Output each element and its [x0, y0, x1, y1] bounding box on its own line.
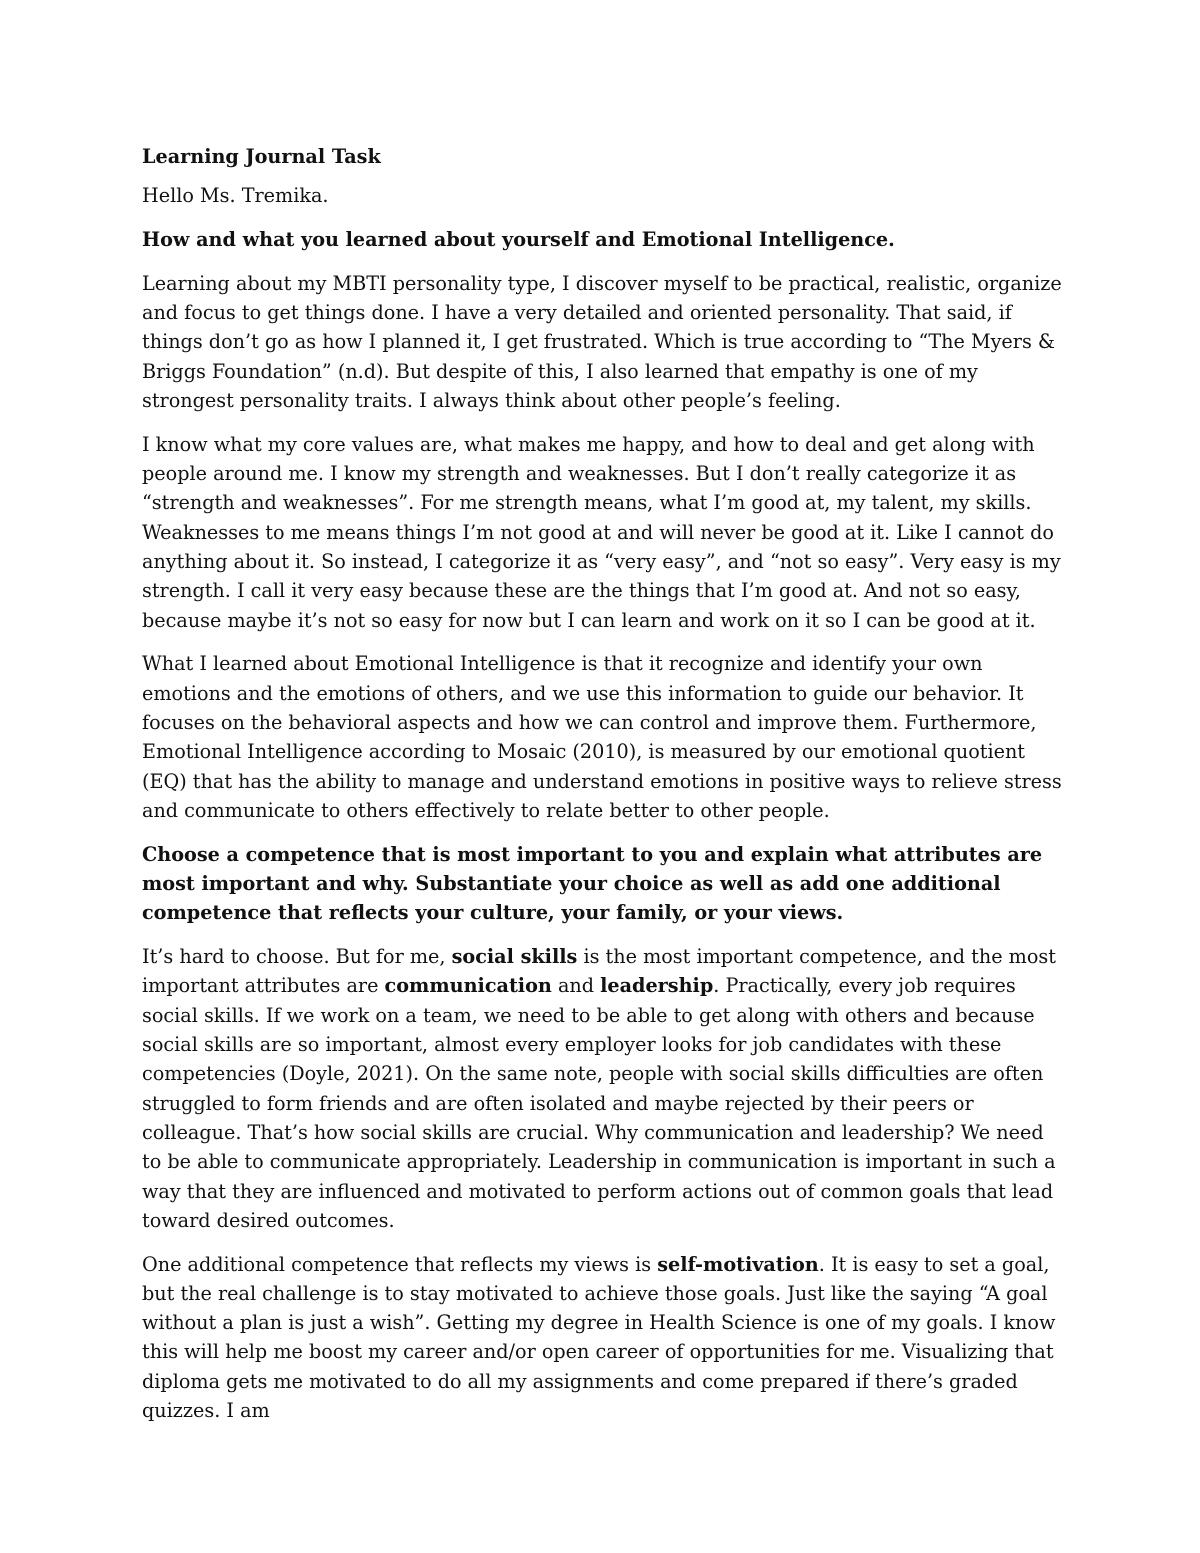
paragraph-core-values: I know what my core values are, what makes me happy, and how to deal and get along with people around me. I know my strength and weaknesses. But I don’t really categorize it as “strength and weaknesses”. For me strength means, what I’m good at, my talent, my skills. Weaknesses to me means things I’m not good at and will never be good at it. Like I cannot do anything about it. So instead, I categorize it as “very easy”, and “not so easy”. Very easy is my strength. I call it very easy because these are the things that I’m good at. And not so easy, because maybe it’s not so easy for now but I can learn and work on it so I can be good at it. [142, 432, 1061, 632]
paragraph-emotional-intelligence: What I learned about Emotional Intelligence is that it recognize and identify your own emotions and the emotions of others, and we use this information to guide our behavior. It focuses on the behavioral aspects and how we can control and improve them. Furthermore, Emotional Intelligence according to Mosaic (2010), is measured by our emotional quotient (EQ) that has the ability to manage and understand emotions in positive ways to relieve stress and communicate to others effectively to relate better to other people. [142, 652, 1062, 822]
paragraph-mbti: Learning about my MBTI personality type, I discover myself to be practical, realistic, organize and focus to get things done. I have a very detailed and oriented personality. That said, if things don’t go as how I planned it, I get frustrated. Which is true according to “The Myers & Briggs Foundation” (n.d). But despite of this, I also learned that empathy is one of my strongest personality traits. I always think about other people’s feeling. [142, 271, 1062, 413]
text-run: One additional competence that reflects my views is [142, 1252, 658, 1276]
paragraph-social-skills [142, 942, 1062, 1235]
text-run: is the most important competence, and the most important attributes are [142, 945, 1056, 998]
section-heading-2: Choose a competence that is most important to you and explain what attributes are most important and why. Substantiate your choice as well as add one additional competence that reflects your culture, your family, or your views. [142, 842, 1043, 925]
greeting: Hello Ms. Tremika. [142, 184, 329, 208]
bold-leadership: leadership [600, 974, 714, 998]
text-run: It’s hard to choose. But for me, [142, 945, 452, 969]
section-heading-1: How and what you learned about yourself and Emotional Intelligence. [142, 228, 895, 252]
document-title: Learning Journal Task [142, 145, 381, 168]
text-run: and [551, 974, 601, 998]
bold-self-motivation: self-motivation [657, 1252, 819, 1276]
bold-communication: communication [384, 974, 552, 998]
paragraph-self-motivation [142, 1250, 1062, 1426]
text-run: . It is easy to set a goal, but the real challenge is to stay motivated to achieve those goals. Just like the saying “A goal without a plan is just a wish”. Getting my degree in Health Science is one of my goals. I know this will help me boost my career and/or open career of opportunities for me. Visualizing that diploma gets me motivated to do all my assignments and come prepared if there’s graded quizzes. I am [142, 1252, 1056, 1423]
text-run: . Practically, every job requires social skills. If we work on a team, we need to be able to get along with others and because social skills are so important, almost every employer looks for job candidates with these competencies (Doyle, 2021). On the same note, people with social skills difficulties are often struggled to form friends and are often isolated and maybe rejected by their peers or colleague. That’s how social skills are crucial. Why communication and leadership? We need to be able to communicate appropriately. Leadership in communication is important in such a way that they are influenced and motivated to perform actions out of common goals that lead toward desired outcomes. [142, 974, 1056, 1232]
bold-social-skills: social skills [451, 945, 578, 969]
